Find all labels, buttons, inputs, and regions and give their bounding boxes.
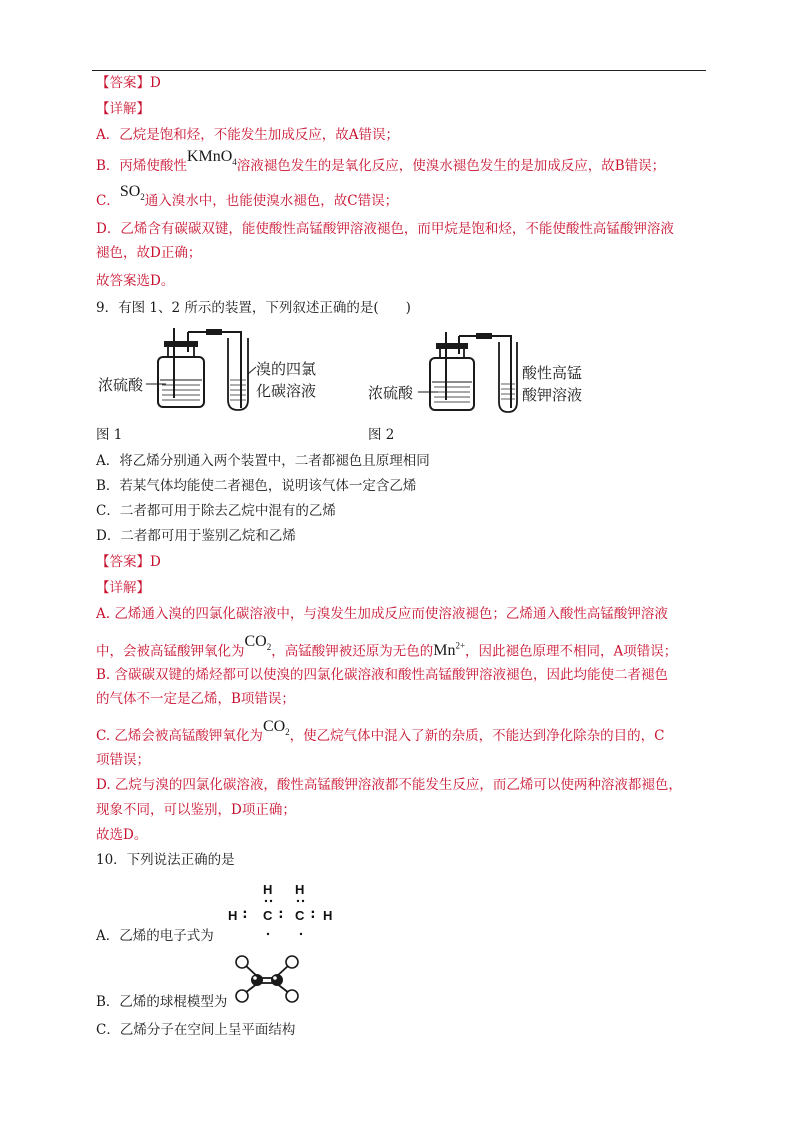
co2-formula: $CO_2$ xyxy=(244,633,272,653)
ef-c2: C xyxy=(295,908,305,923)
q8-detail-d-line1: D．乙烯含有碳碳双键，能使酸性高锰酸钾溶液褪色，而甲烷是饱和烃，不能使酸性高锰酸钾溶液 xyxy=(96,221,674,237)
q8-detail-heading: 【详解】 xyxy=(96,101,150,117)
fig1-left-label: 浓硫酸 xyxy=(98,376,144,394)
fig1-right-label-1: 溴的四氯 xyxy=(256,360,317,378)
so2-formula: $SO_2$ xyxy=(119,183,145,203)
ef-h-top-left: H xyxy=(263,882,273,897)
q8-conclusion: 故答案选D。 xyxy=(96,273,175,289)
ef-h-left: H xyxy=(228,908,238,923)
q9-detail-a-line1: A. 乙烯通入溴的四氯化碳溶液中，与溴发生加成反应而使溶液褪色；乙烯通入酸性高锰酸钾溶液 xyxy=(96,606,668,622)
q9-detail-d-line1: D. 乙烷与溴的四氯化碳溶液，酸性高锰酸钾溶液都不能发生反应，而乙烯可以使两种溶液都褪色， xyxy=(96,777,682,793)
q9-detail-c-line1: C. 乙烯会被高锰酸钾氧化为$CO_2$，使乙烷气体中混入了新的杂质，不能达到净化除杂的目的，C xyxy=(96,718,665,744)
q9-option-d: D．二者都可用于鉴别乙烷和乙烯 xyxy=(96,528,296,544)
ef-h-right: H xyxy=(323,908,333,923)
fig1-right-label-2: 化碳溶液 xyxy=(256,382,317,400)
q9-detail-b-line2: 的气体不一定是乙烯，B项错误； xyxy=(96,691,295,707)
q10-stem: 10．下列说法正确的是 xyxy=(96,852,235,868)
ef-h-top-right: H xyxy=(295,882,305,897)
q9-option-c: C．二者都可用于除去乙烷中混有的乙烯 xyxy=(96,503,336,519)
header-rule xyxy=(92,70,706,71)
q9-detail-c-line2: 项错误； xyxy=(96,752,150,768)
q8-detail-a: A．乙烷是饱和烃，不能发生加成反应，故A错误； xyxy=(96,127,399,143)
fig2-right-label-1: 酸性高锰 xyxy=(522,364,583,382)
q8-detail-d-line2: 褪色，故D正确； xyxy=(96,245,202,261)
q8-detail-b xyxy=(96,148,666,180)
mn2-ion-formula: $Mn^{2+}$ xyxy=(433,641,466,660)
fig1-caption: 图 1 xyxy=(96,427,123,443)
ef-dots-left: ∶ xyxy=(243,907,247,922)
q9-answer: 【答案】D xyxy=(96,554,161,570)
fig2-right-label-2: 酸钾溶液 xyxy=(522,386,583,404)
q9-detail-d-line2: 现象不同，可以鉴别，D项正确； xyxy=(96,802,296,818)
q10-option-c: C．乙烯分子在空间上呈平面结构 xyxy=(96,1022,296,1038)
q8-answer: 【答案】D xyxy=(96,75,161,91)
ethylene-electron-formula xyxy=(226,880,338,940)
q10-option-a: A．乙烯的电子式为 xyxy=(96,928,214,944)
q9-stem: 9．有图 1、2 所示的装置，下列叙述正确的是( ) xyxy=(96,300,411,316)
q9-conclusion: 故选D。 xyxy=(96,827,148,843)
q8-detail-b-pre: B．丙烯使酸性 xyxy=(96,158,187,174)
ethylene-ball-stick-model xyxy=(232,952,302,1008)
fig2-caption: 图 2 xyxy=(368,427,395,443)
q8-detail-c: C．$SO_2$通入溴水中，也能使溴水褪色，故C错误； xyxy=(96,183,399,209)
q9-detail-heading: 【详解】 xyxy=(96,580,150,596)
ef-c1: C xyxy=(263,908,273,923)
q10-option-b: B．乙烯的球棍模型为 xyxy=(96,994,228,1010)
ef-dots-middle: ∶ xyxy=(279,907,283,922)
co2-formula-2: $CO_2$ xyxy=(262,718,290,738)
figure-2-apparatus xyxy=(366,328,606,420)
q9-option-b: B．若某气体均能使二者褪色，说明该气体一定含乙烯 xyxy=(96,478,417,494)
fig2-left-label: 浓硫酸 xyxy=(368,384,414,402)
q9-option-a: A．将乙烯分别通入两个装置中，二者都褪色且原理相同 xyxy=(96,453,430,469)
q9-detail-a-line2: 中，会被高锰酸钾氧化为$CO_2$，高锰酸钾被还原为无色的$Mn^{2+}$，因此褪色原理不相同，A项错误； xyxy=(96,633,678,660)
figure-1-apparatus xyxy=(96,322,346,422)
q8-detail-b-post: 溶液褪色发生的是氧化反应，使溴水褪色发生的是加成反应，故B错误； xyxy=(236,158,666,174)
ef-dots-right: ∶ xyxy=(311,907,315,922)
kmno4-formula: KMnO$_4$ xyxy=(186,148,237,168)
q9-detail-b-line1: B. 含碳碳双键的烯烃都可以使溴的四氯化碳溶液和酸性高锰酸钾溶液褪色，因此均能使二者褪色 xyxy=(96,667,669,683)
